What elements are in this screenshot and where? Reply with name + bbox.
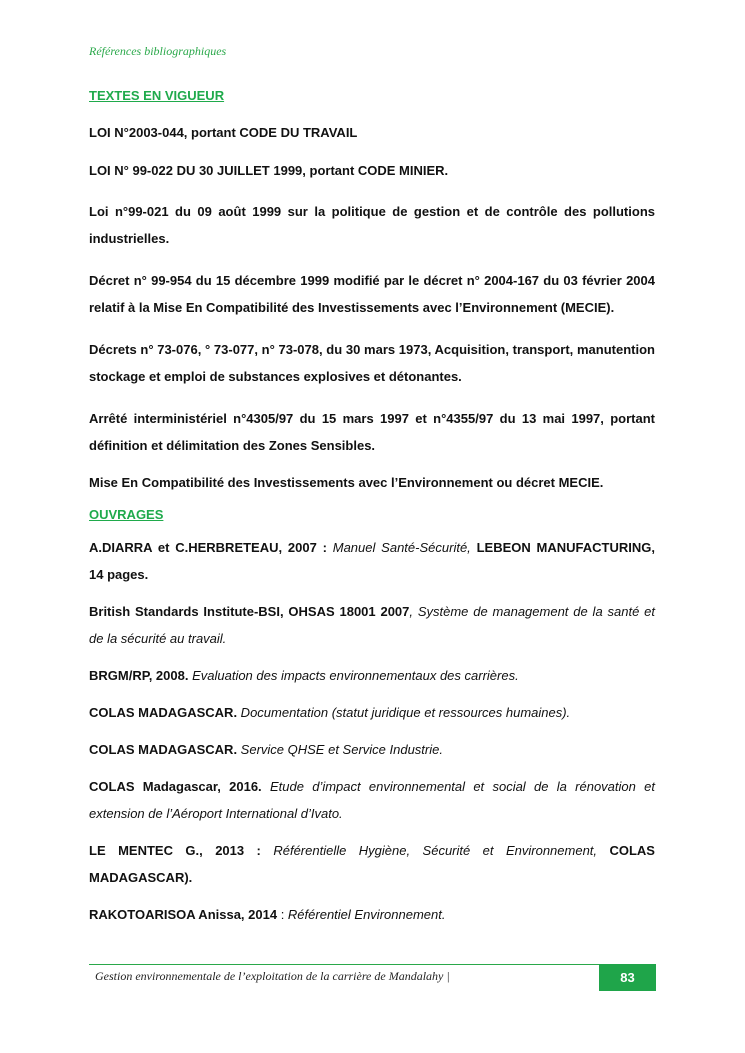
reference-decrets-1973: Décrets n° 73-076, ° 73-077, n° 73-078, du 30 mars 1973, Acquisition, transport, manutention stockage et emploi de substances explosives et détonantes. bbox=[89, 342, 655, 384]
section-title-textes: TEXTES EN VIGUEUR bbox=[89, 88, 225, 103]
reference-le-mentec bbox=[89, 837, 655, 891]
reference-loi-99-021: Loi n°99-021 du 09 août 1999 sur la politique de gestion et de contrôle des pollutions industrielles. bbox=[89, 204, 655, 246]
reference-title: Manuel Santé-Sécurité, bbox=[332, 540, 471, 555]
reference-title: Evaluation des impacts environnementaux des carrières. bbox=[188, 668, 519, 683]
bibliography-content bbox=[89, 88, 655, 928]
footer-title: Gestion environnementale de l’exploitation de la carrière de Mandalahy | bbox=[95, 969, 450, 983]
section-title-ouvrages: OUVRAGES bbox=[89, 507, 164, 522]
reference-colas-service bbox=[89, 736, 655, 763]
reference-title: Référentiel Environnement. bbox=[287, 907, 446, 922]
reference-author: A.DIARRA et C.HERBRETEAU, 2007 : bbox=[89, 540, 333, 555]
footer-divider bbox=[89, 964, 655, 965]
reference-title: Référentielle Hygiène, Sécurité et Environnement, bbox=[273, 843, 598, 858]
reference-diarra bbox=[89, 534, 655, 588]
reference-author: COLAS Madagascar, 2016. bbox=[89, 779, 262, 794]
reference-separator: : bbox=[277, 907, 288, 922]
reference-author: COLAS MADAGASCAR. bbox=[89, 705, 238, 720]
reference-title: Service QHSE et Service Industrie. bbox=[237, 742, 443, 757]
reference-loi-99-022: LOI N° 99-022 DU 30 JUILLET 1999, portant CODE MINIER. bbox=[89, 163, 449, 178]
reference-arrete-interministeriel: Arrêté interministériel n°4305/97 du 15 mars 1997 et n°4355/97 du 13 mai 1997, portant définition et délimitation des Zones Sensibles. bbox=[89, 411, 655, 453]
reference-decret-99-954: Décret n° 99-954 du 15 décembre 1999 modifié par le décret n° 2004-167 du 03 février 2004 relatif à la Mise En Compatibilité des Investissements avec l’Environnement (MECIE). bbox=[89, 273, 655, 315]
reference-mecie: Mise En Compatibilité des Investissements avec l’Environnement ou décret MECIE. bbox=[89, 475, 604, 490]
reference-author: COLAS MADAGASCAR. bbox=[89, 742, 238, 757]
reference-author: RAKOTOARISOA Anissa, 2014 bbox=[89, 907, 278, 922]
running-header: Références bibliographiques bbox=[89, 44, 227, 58]
reference-publisher: LEBEON MANUFACTURING, 14 pages. bbox=[89, 540, 655, 582]
reference-title: Documentation (statut juridique et ressources humaines). bbox=[237, 705, 571, 720]
reference-author: British Standards Institute-BSI, OHSAS 18001 2007 bbox=[89, 604, 410, 619]
reference-colas-documentation bbox=[89, 699, 655, 726]
reference-loi-2003-044: LOI N°2003-044, portant CODE DU TRAVAIL bbox=[89, 125, 358, 140]
reference-author: BRGM/RP, 2008. bbox=[89, 668, 189, 683]
reference-colas-2016 bbox=[89, 773, 655, 827]
reference-bsi bbox=[89, 598, 655, 652]
reference-publisher: COLAS MADAGASCAR). bbox=[89, 843, 655, 885]
reference-title: , Système de management de la santé et de la sécurité au travail. bbox=[89, 604, 655, 646]
reference-title: Etude d’impact environnemental et social de la rénovation et extension de l’Aéroport International d’Ivato. bbox=[89, 779, 655, 821]
reference-brgm bbox=[89, 662, 655, 689]
reference-author: LE MENTEC G., 2013 : bbox=[89, 843, 274, 858]
reference-rakotoarisoa bbox=[89, 901, 655, 928]
page-number-badge: 83 bbox=[599, 964, 656, 991]
